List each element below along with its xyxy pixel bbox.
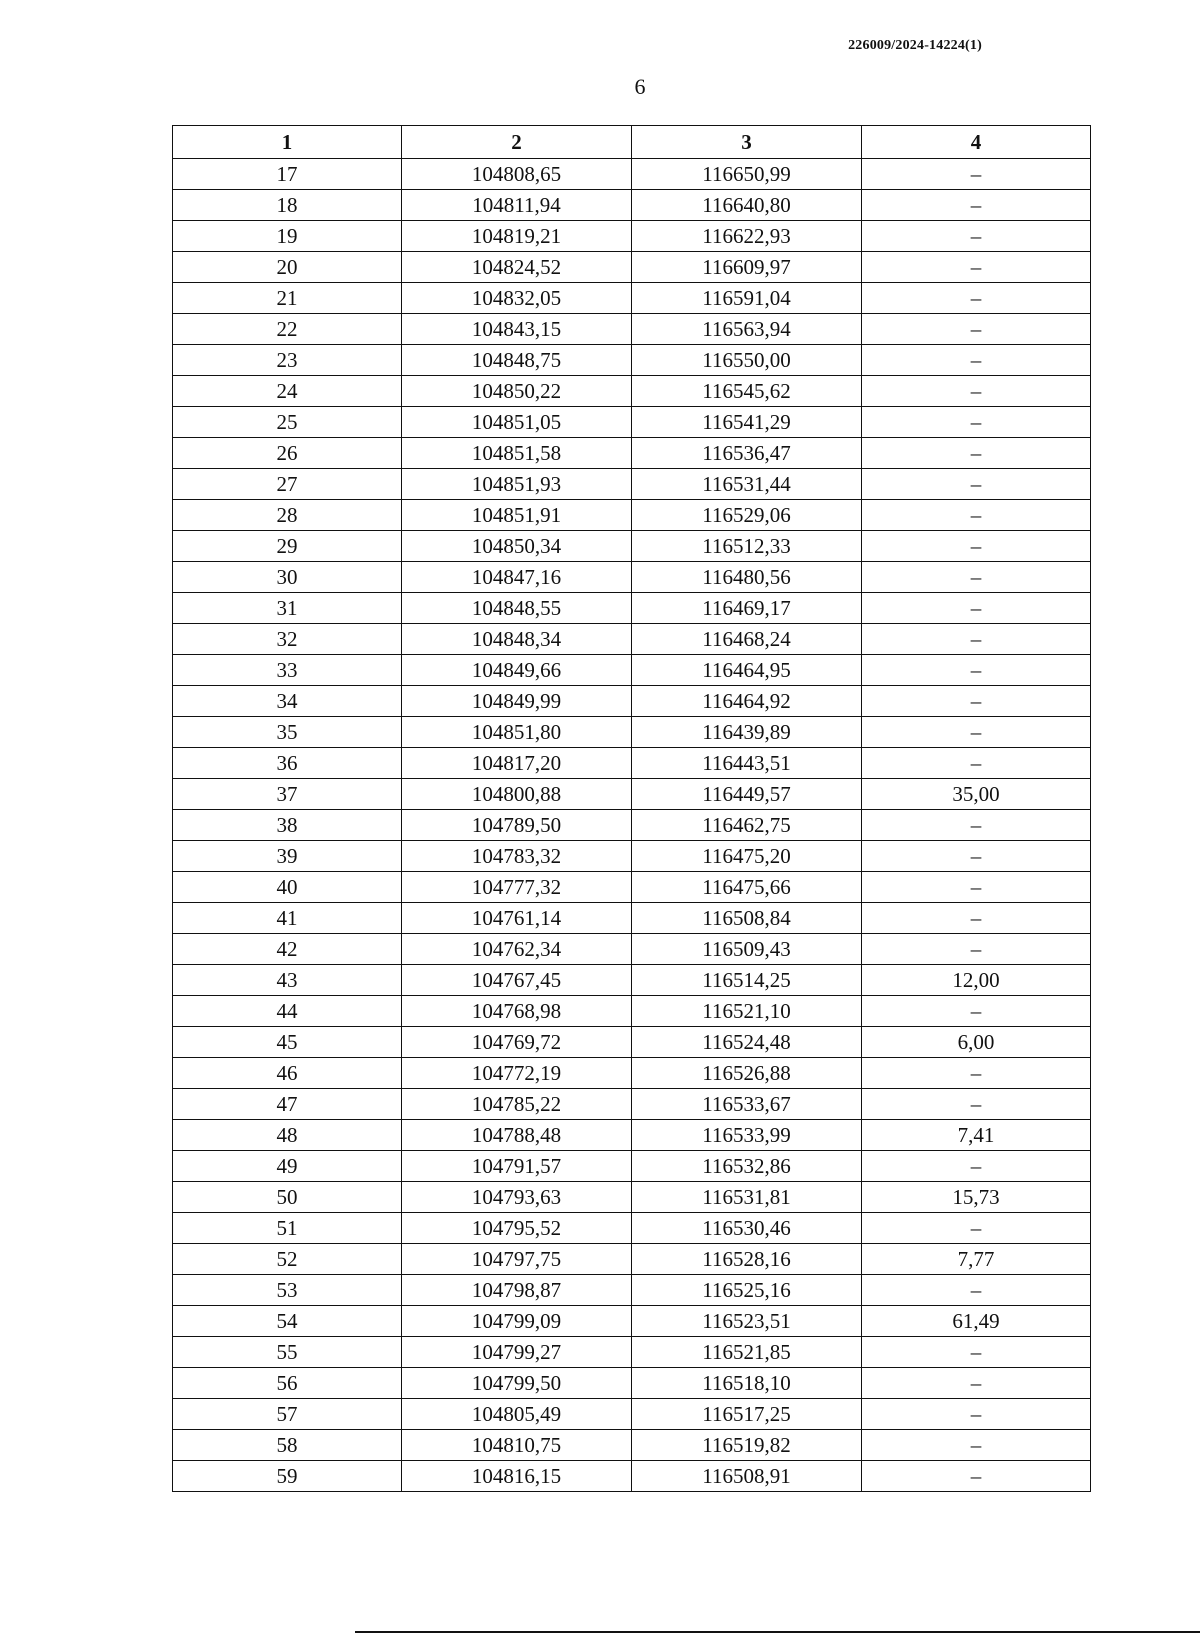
table-cell: – — [862, 1058, 1091, 1089]
table-row — [173, 283, 1091, 314]
table-row — [173, 1089, 1091, 1120]
table-cell: 116536,47 — [632, 438, 862, 469]
table-cell: – — [862, 717, 1091, 748]
table-row — [173, 779, 1091, 810]
table-cell: 53 — [173, 1275, 402, 1306]
table-cell: 57 — [173, 1399, 402, 1430]
table-cell: – — [862, 438, 1091, 469]
table-cell: 116529,06 — [632, 500, 862, 531]
table-cell: 37 — [173, 779, 402, 810]
table-cell: – — [862, 748, 1091, 779]
table-cell: – — [862, 1461, 1091, 1492]
table-cell: 7,41 — [862, 1120, 1091, 1151]
table-cell: 104816,15 — [402, 1461, 632, 1492]
table-cell: 39 — [173, 841, 402, 872]
table-cell: 104849,99 — [402, 686, 632, 717]
table-row — [173, 748, 1091, 779]
table-cell: 104851,91 — [402, 500, 632, 531]
table-cell: 28 — [173, 500, 402, 531]
table-cell: – — [862, 469, 1091, 500]
table-cell: 116509,43 — [632, 934, 862, 965]
table-cell: 116519,82 — [632, 1430, 862, 1461]
table-cell: – — [862, 562, 1091, 593]
table-row — [173, 469, 1091, 500]
table-cell: – — [862, 903, 1091, 934]
table-cell: 116514,25 — [632, 965, 862, 996]
table-cell: 104795,52 — [402, 1213, 632, 1244]
table-row — [173, 1182, 1091, 1213]
table-cell: 55 — [173, 1337, 402, 1368]
table-cell: 58 — [173, 1430, 402, 1461]
table-cell: 104769,72 — [402, 1027, 632, 1058]
table-cell: 116528,16 — [632, 1244, 862, 1275]
table-cell: 34 — [173, 686, 402, 717]
table-cell: 32 — [173, 624, 402, 655]
table-cell: 104843,15 — [402, 314, 632, 345]
table-cell: – — [862, 500, 1091, 531]
table-row — [173, 1213, 1091, 1244]
table-cell: 116530,46 — [632, 1213, 862, 1244]
table-cell: 104848,75 — [402, 345, 632, 376]
table-cell: 116541,29 — [632, 407, 862, 438]
table-cell: 46 — [173, 1058, 402, 1089]
table-row — [173, 562, 1091, 593]
table-row — [173, 1399, 1091, 1430]
table-cell: 116521,85 — [632, 1337, 862, 1368]
table-cell: 35 — [173, 717, 402, 748]
table-cell: 104847,16 — [402, 562, 632, 593]
table-cell: 116591,04 — [632, 283, 862, 314]
table-cell: 116531,81 — [632, 1182, 862, 1213]
table-cell: – — [862, 531, 1091, 562]
table-cell: 24 — [173, 376, 402, 407]
table-cell: 36 — [173, 748, 402, 779]
table-row — [173, 1275, 1091, 1306]
table-cell: 29 — [173, 531, 402, 562]
table-cell: 116550,00 — [632, 345, 862, 376]
table-row — [173, 500, 1091, 531]
table-cell: 104832,05 — [402, 283, 632, 314]
table-cell: 116462,75 — [632, 810, 862, 841]
table-cell: 56 — [173, 1368, 402, 1399]
table-row — [173, 872, 1091, 903]
table-cell: – — [862, 407, 1091, 438]
table-cell: 116518,10 — [632, 1368, 862, 1399]
table-cell: 43 — [173, 965, 402, 996]
table-cell: 116517,25 — [632, 1399, 862, 1430]
table-row — [173, 345, 1091, 376]
table-cell: 27 — [173, 469, 402, 500]
table-cell: – — [862, 996, 1091, 1027]
table-cell: 23 — [173, 345, 402, 376]
table-cell: – — [862, 376, 1091, 407]
table-cell: 104793,63 — [402, 1182, 632, 1213]
table-cell: 116640,80 — [632, 190, 862, 221]
table-cell: – — [862, 686, 1091, 717]
table-cell: 104808,65 — [402, 159, 632, 190]
table-cell: – — [862, 1430, 1091, 1461]
table-cell: 116525,16 — [632, 1275, 862, 1306]
table-cell: 104848,55 — [402, 593, 632, 624]
table-cell: 33 — [173, 655, 402, 686]
table-cell: – — [862, 314, 1091, 345]
table-cell: 116532,86 — [632, 1151, 862, 1182]
table-row — [173, 159, 1091, 190]
table-cell: 104850,34 — [402, 531, 632, 562]
table-cell: 30 — [173, 562, 402, 593]
table-cell: 61,49 — [862, 1306, 1091, 1337]
table-cell: 116533,99 — [632, 1120, 862, 1151]
table-cell: 116650,99 — [632, 159, 862, 190]
table-cell: 47 — [173, 1089, 402, 1120]
table-cell: 104785,22 — [402, 1089, 632, 1120]
table-row — [173, 1151, 1091, 1182]
table-cell: 104788,48 — [402, 1120, 632, 1151]
table-row — [173, 1337, 1091, 1368]
table-cell: 116464,92 — [632, 686, 862, 717]
table-cell: 104799,09 — [402, 1306, 632, 1337]
table-cell: 22 — [173, 314, 402, 345]
table-cell: 116523,51 — [632, 1306, 862, 1337]
table-row — [173, 252, 1091, 283]
table-cell: 116439,89 — [632, 717, 862, 748]
table-cell: 104849,66 — [402, 655, 632, 686]
table-cell: – — [862, 624, 1091, 655]
table-cell: – — [862, 655, 1091, 686]
table-cell: 116531,44 — [632, 469, 862, 500]
table-cell: – — [862, 872, 1091, 903]
table-cell: 104761,14 — [402, 903, 632, 934]
table-cell: – — [862, 190, 1091, 221]
table-cell: 59 — [173, 1461, 402, 1492]
table-cell: 116480,56 — [632, 562, 862, 593]
table-cell: 42 — [173, 934, 402, 965]
table-cell: – — [862, 1337, 1091, 1368]
table-cell: 48 — [173, 1120, 402, 1151]
table-row — [173, 1306, 1091, 1337]
table-cell: 116545,62 — [632, 376, 862, 407]
table-cell: 116508,84 — [632, 903, 862, 934]
table-cell: 41 — [173, 903, 402, 934]
table-cell: – — [862, 593, 1091, 624]
column-header: 4 — [862, 126, 1091, 159]
table-cell: 104767,45 — [402, 965, 632, 996]
table-row — [173, 624, 1091, 655]
table-cell: 104783,32 — [402, 841, 632, 872]
table-cell: 26 — [173, 438, 402, 469]
table-row — [173, 376, 1091, 407]
table-row — [173, 996, 1091, 1027]
table-row — [173, 221, 1091, 252]
table-cell: 104798,87 — [402, 1275, 632, 1306]
table-cell: – — [862, 1213, 1091, 1244]
table-cell: 116443,51 — [632, 748, 862, 779]
table-cell: 54 — [173, 1306, 402, 1337]
table-cell: – — [862, 159, 1091, 190]
table-cell: 104777,32 — [402, 872, 632, 903]
table-row — [173, 841, 1091, 872]
table-cell: 116469,17 — [632, 593, 862, 624]
table-row — [173, 1368, 1091, 1399]
table-cell: 21 — [173, 283, 402, 314]
table-row — [173, 655, 1091, 686]
column-header: 2 — [402, 126, 632, 159]
table-cell: 116468,24 — [632, 624, 862, 655]
table-cell: – — [862, 841, 1091, 872]
table-row — [173, 531, 1091, 562]
table-cell: 17 — [173, 159, 402, 190]
column-header: 1 — [173, 126, 402, 159]
table-header-row — [173, 126, 1091, 159]
table-cell: 104850,22 — [402, 376, 632, 407]
table-row — [173, 686, 1091, 717]
table-cell: 104799,50 — [402, 1368, 632, 1399]
table-cell: 116464,95 — [632, 655, 862, 686]
table-row — [173, 593, 1091, 624]
table-cell: 104768,98 — [402, 996, 632, 1027]
table-cell: 116524,48 — [632, 1027, 862, 1058]
table-cell: 116622,93 — [632, 221, 862, 252]
table-cell: – — [862, 810, 1091, 841]
table-cell: 116521,10 — [632, 996, 862, 1027]
table-cell: – — [862, 283, 1091, 314]
table-cell: 51 — [173, 1213, 402, 1244]
table-row — [173, 810, 1091, 841]
table-cell: 104851,58 — [402, 438, 632, 469]
table-cell: 116533,67 — [632, 1089, 862, 1120]
table-row — [173, 965, 1091, 996]
table-cell: 20 — [173, 252, 402, 283]
table-row — [173, 1461, 1091, 1492]
table-cell: 104772,19 — [402, 1058, 632, 1089]
table-cell: 116609,97 — [632, 252, 862, 283]
table-cell: 15,73 — [862, 1182, 1091, 1213]
table-cell: 44 — [173, 996, 402, 1027]
table-row — [173, 1430, 1091, 1461]
table-row — [173, 407, 1091, 438]
table-cell: 104817,20 — [402, 748, 632, 779]
table-cell: 104851,93 — [402, 469, 632, 500]
table-cell: 104810,75 — [402, 1430, 632, 1461]
table-cell: 104789,50 — [402, 810, 632, 841]
table-cell: 104851,05 — [402, 407, 632, 438]
table-row — [173, 903, 1091, 934]
table-cell: 104851,80 — [402, 717, 632, 748]
coordinates-table — [172, 125, 1091, 1492]
table-row — [173, 934, 1091, 965]
table-row — [173, 717, 1091, 748]
table-cell: 104791,57 — [402, 1151, 632, 1182]
table-cell: 104800,88 — [402, 779, 632, 810]
table-cell: – — [862, 345, 1091, 376]
table-cell: 35,00 — [862, 779, 1091, 810]
table-cell: 104811,94 — [402, 190, 632, 221]
table-row — [173, 1058, 1091, 1089]
table-cell: 104819,21 — [402, 221, 632, 252]
table-cell: – — [862, 1151, 1091, 1182]
table-cell: 116526,88 — [632, 1058, 862, 1089]
table-cell: 40 — [173, 872, 402, 903]
table-row — [173, 1244, 1091, 1275]
table-cell: 6,00 — [862, 1027, 1091, 1058]
table-cell: 116475,66 — [632, 872, 862, 903]
table-cell: – — [862, 934, 1091, 965]
table-cell: 7,77 — [862, 1244, 1091, 1275]
page-number: 6 — [634, 74, 646, 99]
table-cell: 52 — [173, 1244, 402, 1275]
table-cell: – — [862, 1089, 1091, 1120]
table-cell: 104848,34 — [402, 624, 632, 655]
table-cell: 104797,75 — [402, 1244, 632, 1275]
table-cell: 116512,33 — [632, 531, 862, 562]
table-cell: – — [862, 1368, 1091, 1399]
table-row — [173, 1027, 1091, 1058]
table-cell: – — [862, 1275, 1091, 1306]
table-cell: 116563,94 — [632, 314, 862, 345]
table-cell: 18 — [173, 190, 402, 221]
table-cell: 38 — [173, 810, 402, 841]
column-header: 3 — [632, 126, 862, 159]
table-cell: 104799,27 — [402, 1337, 632, 1368]
table-cell: 45 — [173, 1027, 402, 1058]
table-cell: 25 — [173, 407, 402, 438]
table-cell: 116449,57 — [632, 779, 862, 810]
table-cell: – — [862, 252, 1091, 283]
table-row — [173, 190, 1091, 221]
table-cell: 19 — [173, 221, 402, 252]
table-row — [173, 438, 1091, 469]
table-cell: 50 — [173, 1182, 402, 1213]
table-row — [173, 1120, 1091, 1151]
table-cell: 49 — [173, 1151, 402, 1182]
table-cell: 12,00 — [862, 965, 1091, 996]
table-cell: 31 — [173, 593, 402, 624]
table-cell: 104762,34 — [402, 934, 632, 965]
table-cell: 104824,52 — [402, 252, 632, 283]
table-cell: – — [862, 221, 1091, 252]
table-cell: – — [862, 1399, 1091, 1430]
table-cell: 116508,91 — [632, 1461, 862, 1492]
table-body — [173, 159, 1091, 1492]
table-cell: 104805,49 — [402, 1399, 632, 1430]
document-id: 226009/2024-14224(1) — [848, 38, 982, 53]
table-row — [173, 314, 1091, 345]
table-cell: 116475,20 — [632, 841, 862, 872]
